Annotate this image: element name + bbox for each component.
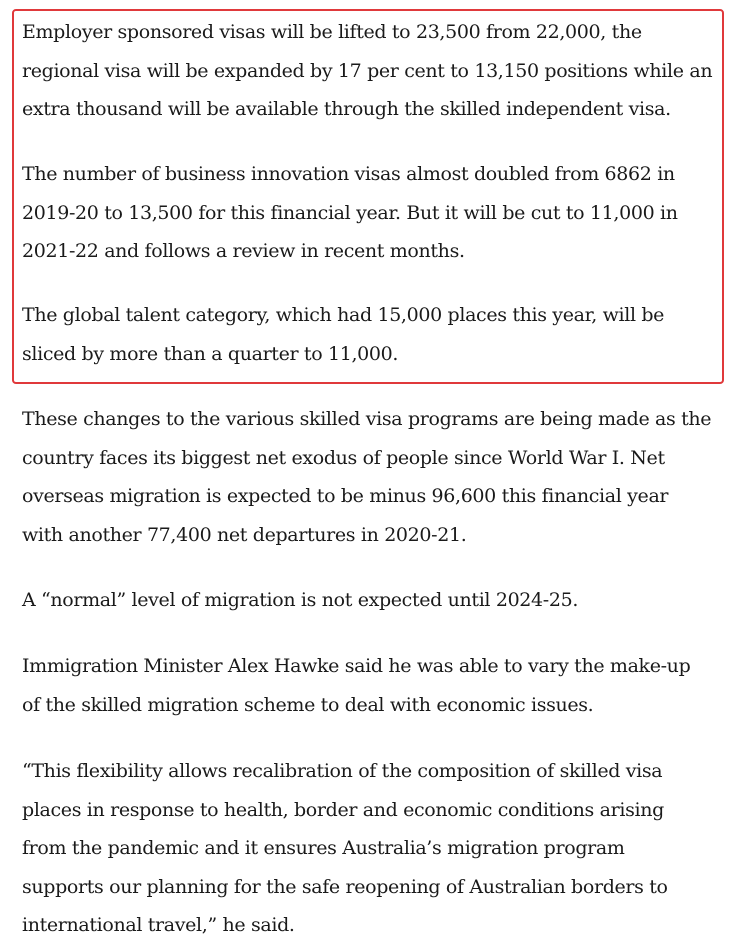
text-line: A “normal” level of migration is not expected until 2024-25. (22, 589, 579, 611)
text-line: These changes to the various skilled visa programs are being made as the (22, 408, 712, 430)
text-line: sliced by more than a quarter to 11,000. (22, 342, 399, 365)
paragraph-normal-migration (22, 581, 728, 620)
paragraph-business-innovation (22, 155, 728, 271)
paragraph-quote-flexibility (22, 752, 728, 945)
paragraph-net-exodus (22, 400, 728, 554)
text-line: of the skilled migration scheme to deal with economic issues. (22, 693, 594, 716)
text-line: Employer sponsored visas will be lifted to 23,500 from 22,000, the (22, 21, 642, 43)
text-line: supports our planning for the safe reopening of Australian borders to (22, 875, 668, 898)
text-line: with another 77,400 net departures in 2020-21. (22, 523, 467, 546)
text-line: The global talent category, which had 15,000 places this year, will be (22, 304, 665, 326)
text-line: overseas migration is expected to be minus 96,600 this financial year (22, 485, 669, 507)
paragraph-employer-visas (22, 13, 728, 129)
text-line: The number of business innovation visas almost doubled from 6862 in (22, 163, 675, 185)
text-line: extra thousand will be available through the skilled independent visa. (22, 98, 671, 120)
text-line: regional visa will be expanded by 17 per cent to 13,150 positions while an (22, 59, 713, 82)
paragraph-minister-hawke (22, 647, 728, 724)
text-line: “This flexibility allows recalibration of the composition of skilled visa (22, 760, 663, 782)
paragraph-global-talent (22, 296, 728, 373)
text-line: places in response to health, border and economic conditions arising (22, 798, 664, 821)
text-line: Immigration Minister Alex Hawke said he was able to vary the make-up (22, 655, 691, 677)
text-line: international travel,” he said. (22, 914, 295, 936)
text-line: 2021-22 and follows a review in recent months. (22, 240, 465, 262)
text-line: country faces its biggest net exodus of people since World War I. Net (22, 446, 665, 469)
text-line: 2019-20 to 13,500 for this financial year. But it will be cut to 11,000 in (22, 201, 678, 224)
text-line: from the pandemic and it ensures Australia’s migration program (22, 837, 625, 859)
